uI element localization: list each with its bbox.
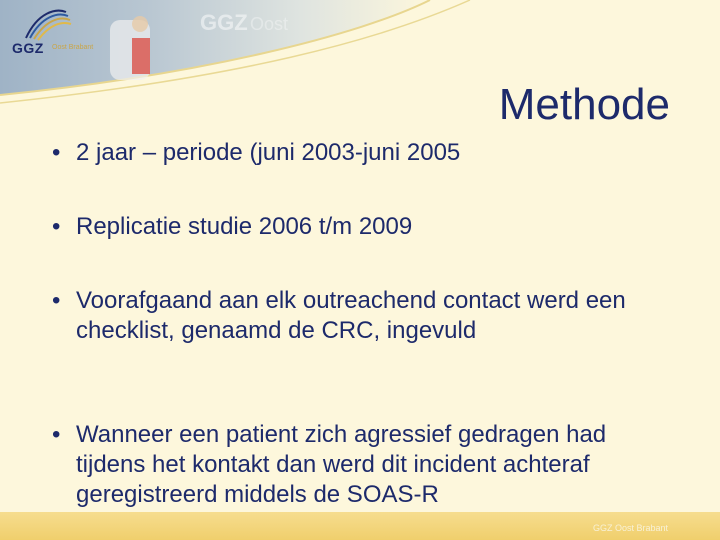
- svg-text:GGZ: GGZ: [200, 10, 248, 35]
- bullet-marker: •: [52, 139, 61, 166]
- slide-title: Methode: [498, 80, 670, 129]
- logo-subtext: Oost Brabant: [52, 44, 94, 51]
- bullet-text: Replicatie studie 2006 t/m 2009: [76, 213, 413, 240]
- bullet-marker: •: [52, 213, 61, 240]
- svg-text:Oost: Oost: [250, 14, 289, 34]
- logo-text: GGZ: [12, 40, 44, 56]
- footer-text: GGZ Oost Brabant: [592, 523, 668, 533]
- bullet-text: Wanneer een patient zich agressief gedragen had tijdens het kontakt dan werd dit incident achteraf geregistreerd middels de SOAS-R: [76, 421, 607, 508]
- bullet-text: Voorafgaand aan elk outreachend contact werd een checklist, genaamd de CRC, ingevuld: [76, 287, 626, 344]
- bullet-text: 2 jaar – periode (juni 2003-juni 2005: [76, 139, 461, 166]
- bullet-marker: •: [52, 287, 61, 314]
- bullet-marker: •: [52, 421, 61, 448]
